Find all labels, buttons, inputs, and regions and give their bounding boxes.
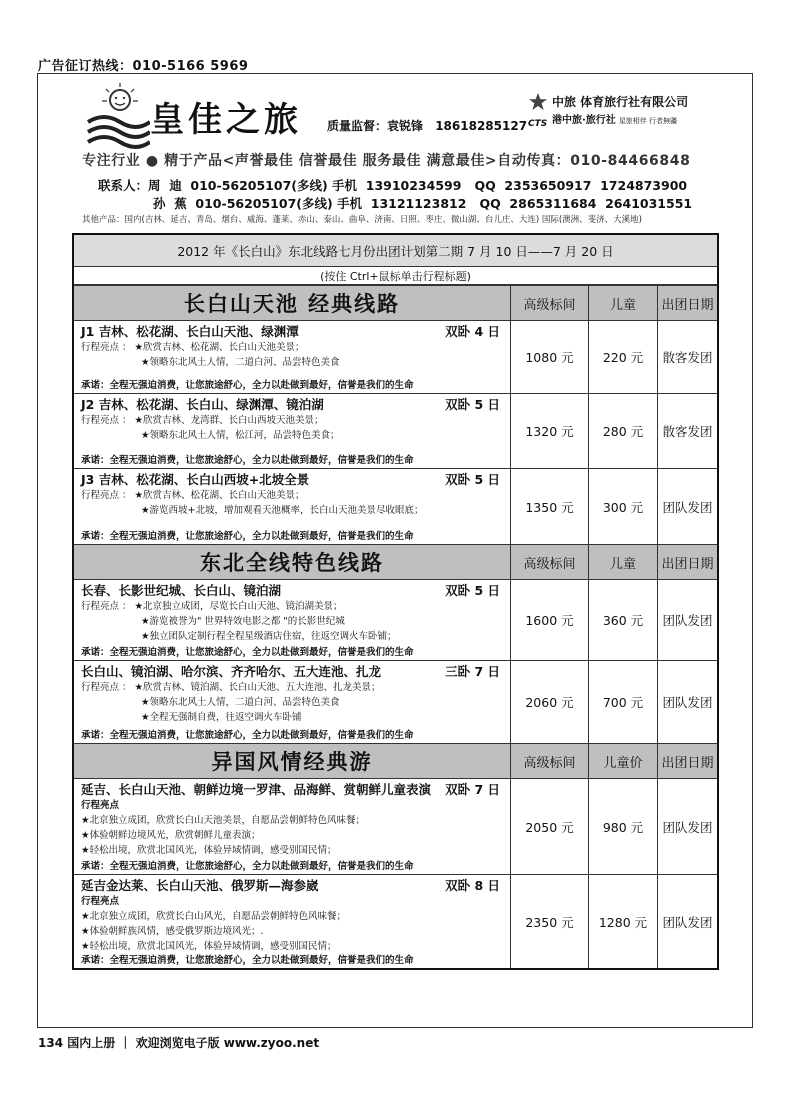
tour-promise: 承诺：全程无强迫消费，让您旅途舒心，全力以赴做到最好，信誉是我们的生命 xyxy=(81,531,414,542)
tour-title-link[interactable]: 长白山、镜泊湖、哈尔滨、齐齐哈尔、五大连池、扎龙 三卧 7 日 xyxy=(81,664,500,679)
tour-days: 双卧 4 日 xyxy=(445,324,500,339)
tour-child-price: 700 元 xyxy=(588,661,657,743)
tour-price: 2050 元 xyxy=(510,779,588,874)
tour-departure: 散客发团 xyxy=(657,394,717,468)
tour-row xyxy=(74,661,717,743)
tour-price: 1600 元 xyxy=(510,580,588,660)
tour-child-price: 360 元 xyxy=(588,580,657,660)
tour-title-link[interactable]: J3 吉林、松花湖、长白山西坡+北坡全景 双卧 5 日 xyxy=(81,472,500,487)
tour-price: 2350 元 xyxy=(510,875,588,968)
tour-child-price: 280 元 xyxy=(588,394,657,468)
tour-title-link[interactable]: J1 吉林、松花湖、长白山天池、绿渊潭 双卧 4 日 xyxy=(81,324,500,339)
tour-promise: 承诺：全程无强迫消费，让您旅途舒心，全力以赴做到最好，信誉是我们的生命 xyxy=(81,861,414,872)
tour-title-link[interactable]: 长春、长影世纪城、长白山、镜泊湖 双卧 5 日 xyxy=(81,583,500,598)
tour-child-price: 980 元 xyxy=(588,779,657,874)
table-hint: (按住 Ctrl+鼠标单击行程标题) xyxy=(74,267,717,285)
tour-child-price: 220 元 xyxy=(588,321,657,393)
tour-row xyxy=(74,394,717,469)
section-header xyxy=(74,743,717,779)
page-footer: 134 国内上册 ｜ 欢迎浏览电子版 www.zyoo.net xyxy=(38,1036,320,1050)
tour-highlight: ★北京独立成团，欣赏长白山风光，自愿品尝朝鲜特色风味餐； xyxy=(81,911,347,922)
tour-highlight: ★领略东北风土人情，二道白河、品尝特色美食 xyxy=(141,697,340,708)
tour-child-price: 300 元 xyxy=(588,469,657,544)
tour-child-price: 1280 元 xyxy=(588,875,657,968)
tour-row xyxy=(74,779,717,875)
tour-days: 双卧 8 日 xyxy=(445,878,500,893)
contact-line-2: 孙 蕉 010-56205107(多线) 手机 13121123812 QQ 2865311684 2641031551 xyxy=(153,196,693,211)
col-date-header: 出团日期 xyxy=(657,286,717,320)
tour-departure: 团队发团 xyxy=(657,779,717,874)
tour-highlight: ★游览西坡+北坡，增加观看天池概率，长白山天池美景尽收眼底； xyxy=(141,505,424,516)
agency-name: 中旅 体育旅行社有限公司 xyxy=(552,95,689,109)
tour-promise: 承诺：全程无强迫消费，让您旅途舒心，全力以赴做到最好，信誉是我们的生命 xyxy=(81,380,414,391)
contact-line-1: 联系人：周 迪 010-56205107(多线) 手机 13910234599 QQ 2353650917 1724873900 xyxy=(98,178,688,193)
supervisor-label: 质量监督：袁锐锋 xyxy=(327,119,424,133)
col-price-header: 高级标间 xyxy=(510,286,588,320)
tour-row xyxy=(74,469,717,544)
tour-days: 双卧 5 日 xyxy=(445,472,500,487)
tour-departure: 团队发团 xyxy=(657,580,717,660)
tour-title-link[interactable]: J2 吉林、松花湖、长白山、绿渊潭、镜泊湖 双卧 5 日 xyxy=(81,397,500,412)
tour-departure: 团队发团 xyxy=(657,875,717,968)
tour-days: 双卧 7 日 xyxy=(445,782,500,797)
tour-highlight: ★体验朝鲜族风情，感受俄罗斯边境风光；. xyxy=(81,926,264,937)
ad-hotline: 广告征订热线：010-5166 5969 xyxy=(38,59,249,74)
tour-row xyxy=(74,321,717,394)
tour-highlight: ★游览被誉为" 世界特效电影之都 "的长影世纪城 xyxy=(141,616,345,627)
tour-departure: 散客发团 xyxy=(657,321,717,393)
col-price-header: 高级标间 xyxy=(510,545,588,579)
cts-mark: CTS xyxy=(528,119,548,129)
tour-highlight: 行程亮点 ： ★欣赏吉林、镜泊湖、长白山天池、五大连池、扎龙美景； xyxy=(81,682,381,693)
tour-price: 1350 元 xyxy=(510,469,588,544)
agency-tagline: 星旅相伴 行者無疆 xyxy=(618,117,678,125)
brand-name: 皇佳之旅 xyxy=(150,100,302,140)
tour-title-link[interactable]: 延吉、长白山天池、朝鲜边境一罗津、品海鲜、赏朝鲜儿童表演 双卧 7 日 xyxy=(81,782,500,797)
tour-highlight: ★全程无强制自费，往返空调火车卧铺 xyxy=(141,712,302,723)
tour-price: 1080 元 xyxy=(510,321,588,393)
tour-days: 双卧 5 日 xyxy=(445,583,500,598)
col-date-header: 出团日期 xyxy=(657,545,717,579)
col-child-header: 儿童 xyxy=(588,286,657,320)
supervisor-phone: 18618285127 xyxy=(435,119,528,133)
section-title: 长白山天池 经典线路 xyxy=(183,292,401,316)
section-header xyxy=(74,544,717,580)
col-child-header: 儿童价 xyxy=(588,744,657,778)
tour-highlight: 行程亮点 ： ★欣赏吉林、松花湖、长白山天池美景； xyxy=(81,342,305,353)
tour-departure: 团队发团 xyxy=(657,661,717,743)
star-logo-icon xyxy=(528,92,548,112)
tour-highlight: ★独立团队定制行程全程星级酒店住宿，往返空调火车卧铺； xyxy=(141,631,397,642)
slogan: 专注行业 ● 精于产品<声誉最佳 信誉最佳 服务最佳 满意最佳>自动传真：010-84466848 xyxy=(82,153,691,169)
tour-row xyxy=(74,875,717,968)
col-date-header: 出团日期 xyxy=(657,744,717,778)
sun-wave-logo-icon xyxy=(84,80,150,150)
tour-promise: 承诺：全程无强迫消费，让您旅途舒心，全力以赴做到最好，信誉是我们的生命 xyxy=(81,955,414,966)
tour-schedule-table xyxy=(72,233,719,970)
tour-highlight: 行程亮点 ： ★欣赏吉林、松花湖、长白山天池美景； xyxy=(81,490,305,501)
tour-highlight-label: 行程亮点 xyxy=(81,896,120,907)
tour-price: 2060 元 xyxy=(510,661,588,743)
tour-promise: 承诺：全程无强迫消费，让您旅途舒心，全力以赴做到最好，信誉是我们的生命 xyxy=(81,647,414,658)
tour-highlight: ★领略东北风土人情，松江河，品尝特色美食； xyxy=(141,430,340,441)
tour-days: 三卧 7 日 xyxy=(445,664,500,679)
col-child-header: 儿童 xyxy=(588,545,657,579)
tour-highlight: ★轻松出境，欣赏北国风光，体验异域情调，感受别国民情； xyxy=(81,941,337,952)
tour-promise: 承诺：全程无强迫消费，让您旅途舒心，全力以赴做到最好，信誉是我们的生命 xyxy=(81,455,414,466)
tour-title-link[interactable]: 延吉金达莱、长白山天池、俄罗斯—海参崴 双卧 8 日 xyxy=(81,878,500,893)
quality-supervisor xyxy=(327,117,527,134)
section-title: 东北全线特色线路 xyxy=(200,551,384,575)
tour-highlight: ★轻松出境，欣赏北国风光，体验异域情调，感受别国民情； xyxy=(81,845,337,856)
section-header xyxy=(74,285,717,321)
table-title: 2012 年《长白山》东北线路七月份出团计划第二期 7 月 10 日——7 月 20 日 xyxy=(74,235,717,267)
agency-sub: 港中旅·旅行社 星旅相伴 行者無疆 xyxy=(552,115,678,126)
tour-highlight: ★北京独立成团，欣赏长白山天池美景，自愿品尝朝鲜特色风味餐； xyxy=(81,815,366,826)
tour-promise: 承诺：全程无强迫消费，让您旅途舒心，全力以赴做到最好，信誉是我们的生命 xyxy=(81,730,414,741)
tour-highlight: ★体验朝鲜边境风光，欣赏朝鲜儿童表演； xyxy=(81,830,261,841)
tour-highlight-label: 行程亮点 xyxy=(81,800,120,811)
tour-highlight: 行程亮点 ： ★欣赏吉林、龙湾群、长白山西坡天池美景； xyxy=(81,415,324,426)
tour-price: 1320 元 xyxy=(510,394,588,468)
tour-departure: 团队发团 xyxy=(657,469,717,544)
tour-row xyxy=(74,580,717,661)
col-price-header: 高级标间 xyxy=(510,744,588,778)
section-title: 异国风情经典游 xyxy=(211,750,373,774)
tour-highlight: ★领略东北风土人情，二道白河、品尝特色美食 xyxy=(141,357,340,368)
tour-days: 双卧 5 日 xyxy=(445,397,500,412)
tour-highlight: 行程亮点 ： ★北京独立成团，尽览长白山天池、镜泊湖美景； xyxy=(81,601,343,612)
other-products: 其他产品：国内(吉林、延吉、青岛、烟台、威海、蓬莱、赤山、泰山、曲阜、济南、日照、枣庄、微山湖、台儿庄、大连) 国际(澳洲、斐济、大溪地) xyxy=(82,215,642,225)
agency-logo xyxy=(528,90,728,132)
